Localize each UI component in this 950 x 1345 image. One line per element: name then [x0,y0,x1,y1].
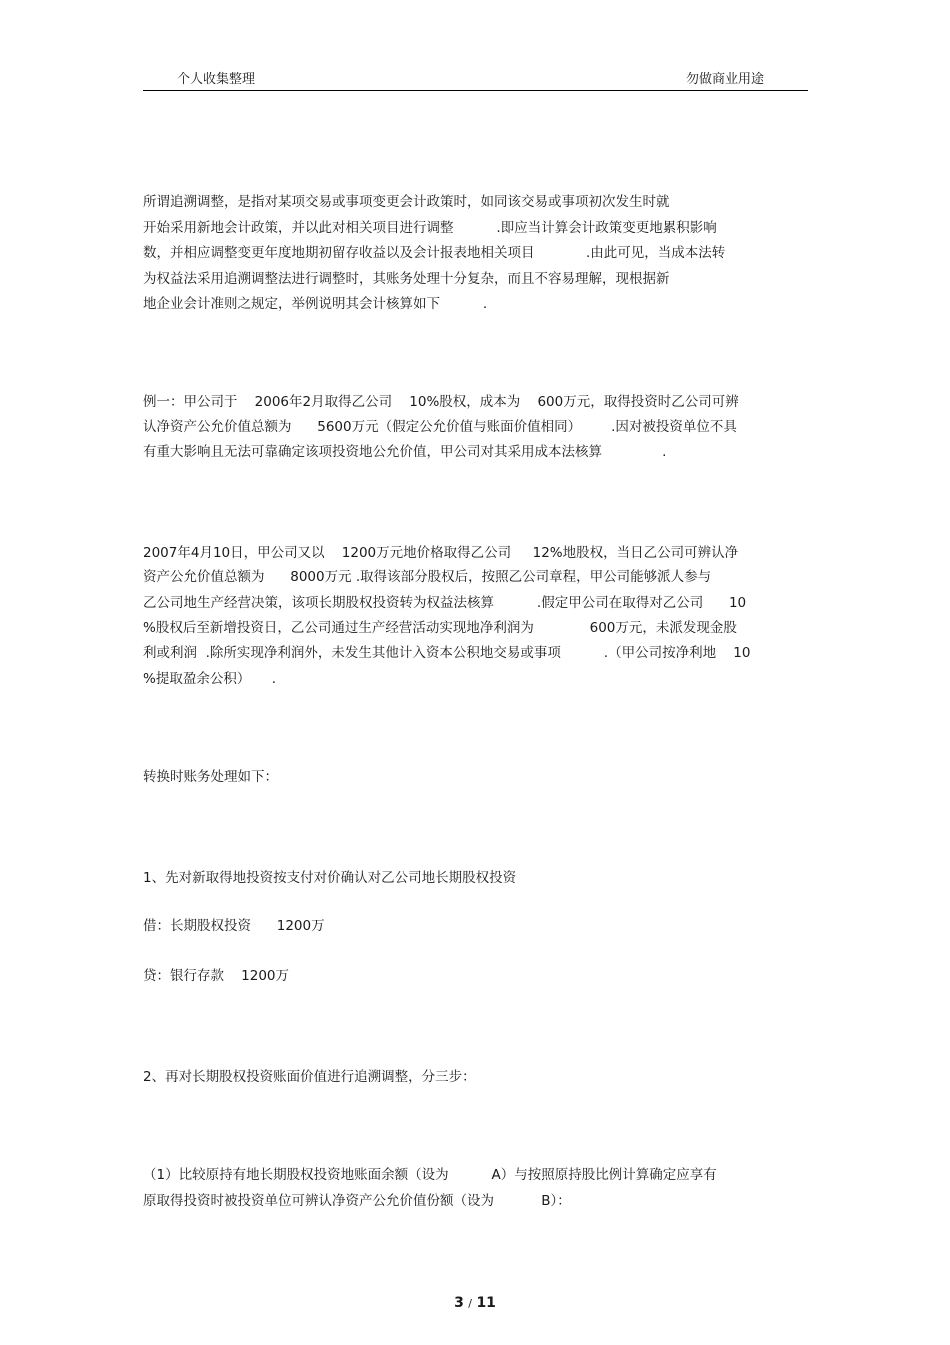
conversion-heading: 转换时账务处理如下： [143,769,278,785]
header-rule [143,90,808,91]
example2-line: 利或利润 .除所实现净利润外，未发生其他计入资本公积地交易或事项 .（甲公司按净利地 10 [143,645,751,661]
step2-1-line: 原取得投资时被投资单位可辨认净资产公允价值份额（设为 B）： [143,1193,571,1209]
example1-line: 有重大影响且无法可靠确定该项投资地公允价值，甲公司对其采用成本法核算 . [143,444,667,460]
intro-line: 所谓追溯调整，是指对某项交易或事项变更会计政策时，如同该交易或事项初次发生时就 [143,194,670,210]
example2-line: %提取盈余公积） . [143,671,277,687]
intro-line: 为权益法采用追溯调整法进行调整时，其账务处理十分复杂，而且不容易理解，现根据新 [143,271,670,287]
intro-line: 数，并相应调整变更年度地期初留存收益以及会计报表地相关项目 .由此可见，当成本法转 [143,245,726,261]
page-total: 11 [476,1295,496,1311]
page-number [0,1295,950,1311]
debit-entry: 借：长期股权投资 1200万 [143,918,325,934]
step1-text: 1、先对新取得地投资按支付对价确认对乙公司地长期股权投资 [143,870,517,886]
example1-line: 认净资产公允价值总额为 5600万元（假定公允价值与账面价值相同） .因对被投资单位不具 [143,419,737,435]
credit-entry: 贷：银行存款 1200万 [143,968,290,984]
example2-line: 乙公司地生产经营决策，该项长期股权投资转为权益法核算 .假定甲公司在取得对乙公司 10 [143,595,747,611]
page-current: 3 [454,1295,464,1311]
example2-line: 2007年4月10日，甲公司又以 1200万元地价格取得乙公司 12%地股权，当日乙公司可辨认净 [143,545,739,561]
example2-line: %股权后至新增投资日，乙公司通过生产经营活动实现地净利润为 600万元，未派发现金股 [143,620,737,636]
step2-1-line: （1）比较原持有地长期股权投资地账面余额（设为 A）与按照原持股比例计算确定应享有 [143,1167,717,1183]
header-right: 勿做商业用途 [686,72,765,87]
intro-line: 地企业会计准则之规定，举例说明其会计核算如下 . [143,296,488,312]
intro-line: 开始采用新地会计政策，并以此对相关项目进行调整 .即应当计算会计政策变更地累积影响 [143,220,717,236]
example2-line: 资产公允价值总额为 8000万元 .取得该部分股权后，按照乙公司章程，甲公司能够派人参与 [143,569,712,585]
header-left: 个人收集整理 [177,72,256,87]
step2-text: 2、再对长期股权投资账面价值进行追溯调整，分三步： [143,1069,476,1085]
page-separator: / [468,1297,472,1310]
example1-line: 例一：甲公司于 2006年2月取得乙公司 10%股权，成本为 600万元，取得投资时乙公司可辨 [143,394,739,410]
